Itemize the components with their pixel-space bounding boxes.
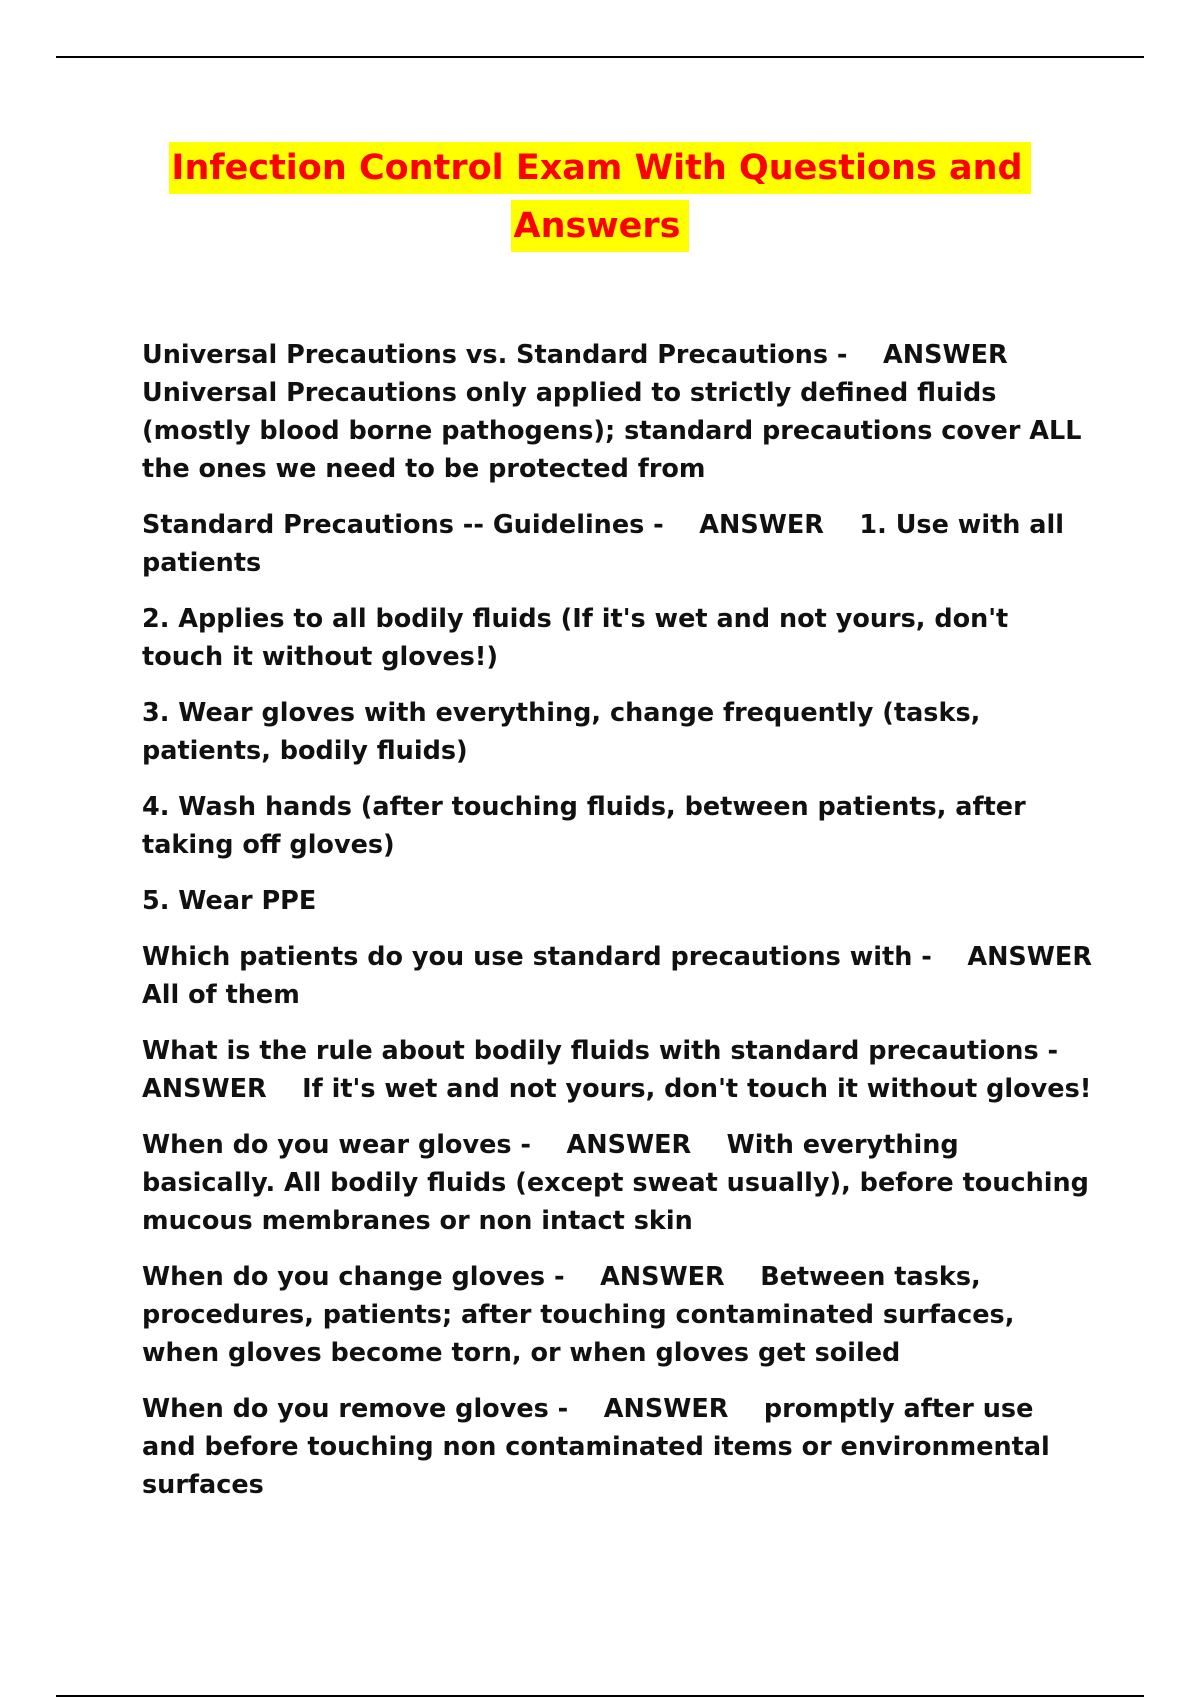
qa-content <box>142 336 1128 1522</box>
qa-paragraph-universal-vs-standard: Universal Precautions vs. Standard Precautions - ANSWER Universal Precautions only applied to strictly defined fluids (mostly blood borne pathogens); standard precautions cover ALL the ones we need to be protected from <box>142 340 1091 484</box>
qa-paragraph-guidelines: Standard Precautions -- Guidelines - ANSWER 1. Use with all patients <box>142 510 1073 578</box>
qa-paragraph-bodily-fluids-rule: What is the rule about bodily fluids with standard precautions - ANSWER If it's wet and not yours, don't touch it without gloves! <box>142 1036 1094 1104</box>
qa-paragraph-change-gloves: When do you change gloves - ANSWER Between tasks, procedures, patients; after touching contaminated surfaces, when gloves become torn, or when gloves get soiled <box>142 1262 1024 1368</box>
qa-paragraph-remove-gloves: When do you remove gloves - ANSWER promptly after use and before touching non contaminated items or environmental surfaces <box>142 1394 1059 1500</box>
guideline-item-2: 2. Applies to all bodily fluids (If it's wet and not yours, don't touch it without gloves!) <box>142 604 1018 672</box>
qa-paragraph-which-patients: Which patients do you use standard precautions with - ANSWER All of them <box>142 942 1128 1010</box>
guideline-item-3: 3. Wear gloves with everything, change frequently (tasks, patients, bodily fluids) <box>142 698 990 766</box>
guideline-item-5: 5. Wear PPE <box>142 886 317 916</box>
qa-paragraph-wear-gloves: When do you wear gloves - ANSWER With everything basically. All bodily fluids (except sweat usually), before touching mucous membranes or non intact skin <box>142 1130 1098 1236</box>
bottom-rule <box>56 1695 1144 1697</box>
top-rule <box>56 56 1144 58</box>
title-line-2: Answers <box>511 200 688 252</box>
document-title <box>0 142 1200 258</box>
title-line-1: Infection Control Exam With Questions and <box>169 142 1030 194</box>
guideline-item-4: 4. Wash hands (after touching fluids, between patients, after taking off gloves) <box>142 792 1035 860</box>
